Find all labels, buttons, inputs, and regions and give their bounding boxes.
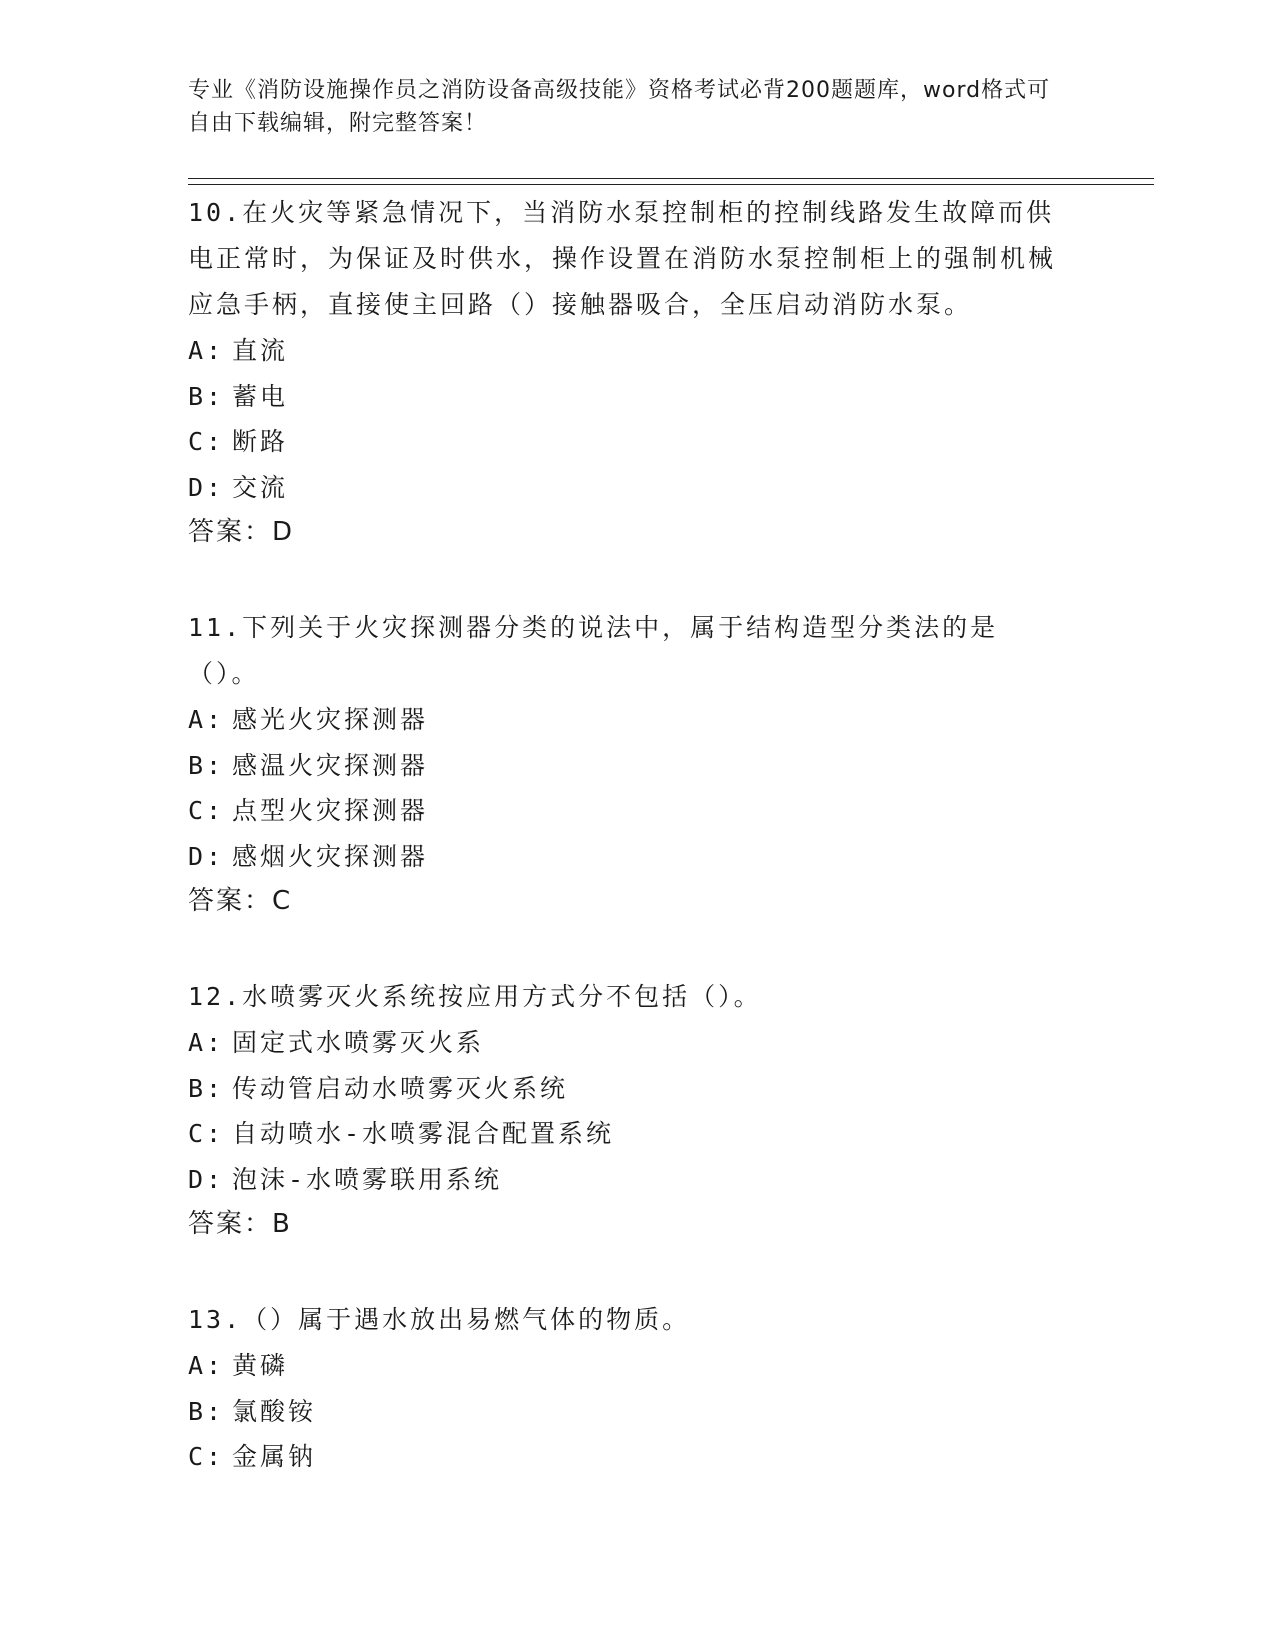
option-key: C: bbox=[188, 1119, 225, 1148]
option-key: B: bbox=[188, 750, 225, 780]
question-stem: 12.水喷雾灭火系统按应用方式分不包括（）。 bbox=[188, 982, 762, 1011]
option-key: C: bbox=[188, 427, 225, 456]
option-text: 泡沫-水喷雾联用系统 bbox=[232, 1164, 503, 1194]
option-a bbox=[188, 1020, 1068, 1066]
option-a bbox=[188, 328, 1068, 374]
option-a bbox=[188, 697, 1068, 743]
option-text: 金属钠 bbox=[232, 1442, 317, 1471]
question-12 bbox=[188, 974, 1068, 1247]
option-text: 直流 bbox=[232, 336, 289, 365]
option-text: 点型火灾探测器 bbox=[232, 796, 429, 825]
option-text: 感温火灾探测器 bbox=[232, 750, 429, 780]
option-text: 黄磷 bbox=[232, 1351, 289, 1380]
question-13 bbox=[188, 1297, 1068, 1480]
option-key: A: bbox=[188, 1351, 225, 1380]
option-b bbox=[188, 1389, 1068, 1435]
question-stem: 13.（）属于遇水放出易燃气体的物质。 bbox=[188, 1305, 691, 1334]
option-key: C: bbox=[188, 796, 225, 825]
option-b bbox=[188, 743, 1068, 789]
option-c bbox=[188, 419, 1068, 465]
answer-line: 答案：B bbox=[188, 1209, 292, 1239]
option-text: 交流 bbox=[232, 472, 289, 502]
option-c bbox=[188, 1111, 1068, 1157]
document-header: 专业《消防设施操作员之消防设备高级技能》资格考试必背200题题库，word格式可自由下载编辑，附完整答案！ bbox=[188, 78, 1051, 136]
header-divider-bottom bbox=[188, 184, 1154, 185]
option-text: 氯酸铵 bbox=[232, 1396, 317, 1426]
option-key: B: bbox=[188, 1396, 225, 1426]
option-key: B: bbox=[188, 1073, 225, 1103]
option-key: D: bbox=[188, 1164, 225, 1194]
option-key: A: bbox=[188, 336, 225, 365]
option-c bbox=[188, 788, 1068, 834]
option-c bbox=[188, 1434, 1068, 1480]
option-d bbox=[188, 1157, 1068, 1203]
option-text: 断路 bbox=[232, 427, 289, 456]
option-d bbox=[188, 465, 1068, 511]
option-key: C: bbox=[188, 1442, 225, 1471]
question-stem: 10.在火灾等紧急情况下，当消防水泵控制柜的控制线路发生故障而供电正常时，为保证及时供水，操作设置在消防水泵控制柜上的强制机械应急手柄，直接使主回路（）接触器吸合，全压启动消防水泵。 bbox=[188, 198, 1057, 319]
question-stem: 11.下列关于火灾探测器分类的说法中，属于结构造型分类法的是（）。 bbox=[188, 613, 999, 688]
option-d bbox=[188, 834, 1068, 880]
option-key: D: bbox=[188, 472, 225, 502]
option-text: 蓄电 bbox=[232, 381, 289, 411]
option-text: 自动喷水-水喷雾混合配置系统 bbox=[232, 1119, 615, 1148]
answer-line: 答案：D bbox=[188, 517, 295, 547]
header-divider-top bbox=[188, 178, 1154, 179]
answer-line: 答案：C bbox=[188, 886, 293, 916]
option-b bbox=[188, 374, 1068, 420]
option-text: 感光火灾探测器 bbox=[232, 705, 429, 734]
option-text: 感烟火灾探测器 bbox=[232, 841, 429, 871]
option-key: D: bbox=[188, 841, 225, 871]
option-b bbox=[188, 1066, 1068, 1112]
option-key: B: bbox=[188, 381, 225, 411]
question-list bbox=[188, 190, 1068, 1530]
option-text: 传动管启动水喷雾灭火系统 bbox=[232, 1073, 569, 1103]
question-11 bbox=[188, 605, 1068, 924]
option-key: A: bbox=[188, 1028, 225, 1057]
option-key: A: bbox=[188, 705, 225, 734]
option-a bbox=[188, 1343, 1068, 1389]
option-text: 固定式水喷雾灭火系 bbox=[232, 1028, 485, 1057]
question-10 bbox=[188, 190, 1068, 555]
